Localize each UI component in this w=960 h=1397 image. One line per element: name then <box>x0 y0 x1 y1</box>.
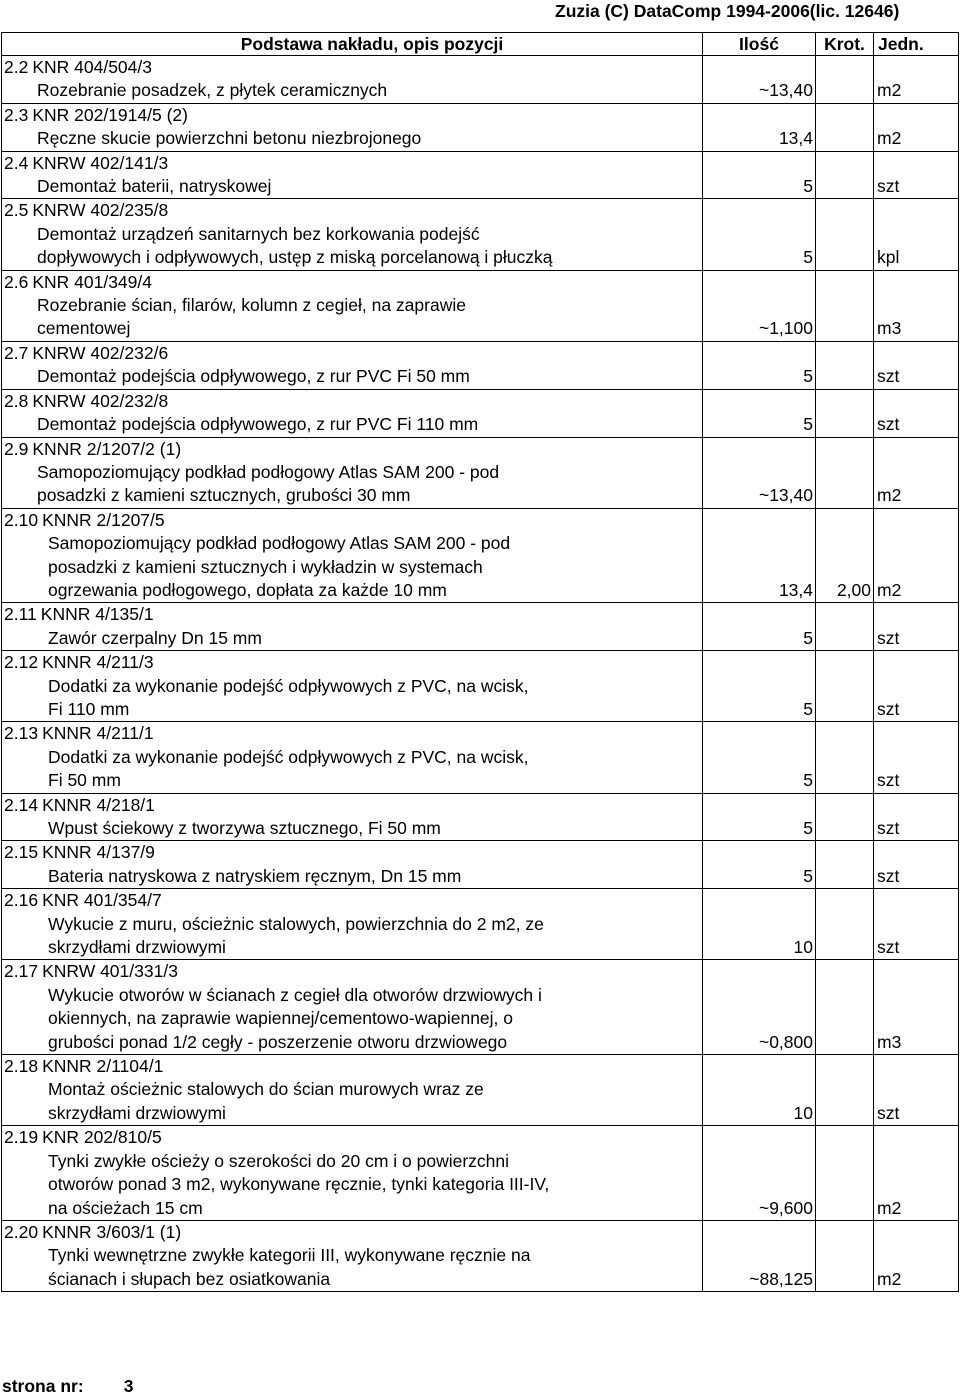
item-description-line: skrzydłami drzwiowymi <box>48 937 226 958</box>
item-multiplier: 2,00 <box>816 508 874 603</box>
item-multiplier <box>816 1055 874 1126</box>
item-quantity: 13,4 <box>703 103 816 151</box>
item-basis-line <box>4 509 702 532</box>
item-basis-line <box>4 1221 702 1244</box>
item-multiplier <box>816 270 874 341</box>
item-description-cell <box>2 603 703 651</box>
table-row <box>2 603 959 651</box>
item-quantity: 5 <box>703 389 816 437</box>
column-header-unit: Jedn. <box>874 33 959 56</box>
item-number: 2.8 <box>4 390 29 411</box>
table-row <box>2 103 959 151</box>
copyright-header: Zuzia (C) DataComp 1994-2006(lic. 12646) <box>555 1 900 21</box>
item-basis: KNNR 4/135/1 <box>40 604 154 625</box>
item-quantity: 5 <box>703 793 816 841</box>
item-basis-line <box>4 794 702 817</box>
item-number: 2.15 <box>4 842 39 863</box>
item-description-line: Samopoziomujący podkład podłogowy Atlas SAM 200 - pod <box>37 461 500 482</box>
table-body <box>2 56 959 1292</box>
item-quantity: 5 <box>703 151 816 199</box>
item-description-line: Demontaż podejścia odpływowego, z rur PVC Fi 50 mm <box>37 366 470 387</box>
item-unit: szt <box>874 889 959 960</box>
item-unit: szt <box>874 151 959 199</box>
item-basis: KNR 404/504/3 <box>32 57 152 77</box>
item-basis: KNRW 402/232/6 <box>32 342 169 363</box>
item-basis: KNRW 401/331/3 <box>42 961 178 982</box>
item-description-line: Zawór czerpalny Dn 15 mm <box>48 627 262 648</box>
item-description-line: Tynki zwykłe ościeży o szerokości do 20 cm i o powierzchni <box>48 1150 510 1171</box>
item-multiplier <box>816 841 874 889</box>
item-description-line: skrzydłami drzwiowymi <box>48 1102 226 1123</box>
item-multiplier <box>816 722 874 793</box>
item-description-cell <box>2 389 703 437</box>
table-row <box>2 56 959 104</box>
item-unit: m2 <box>874 437 959 508</box>
item-unit: szt <box>874 651 959 722</box>
page-number: 3 <box>123 1376 134 1396</box>
item-multiplier <box>816 603 874 651</box>
item-basis: KNNR 4/211/1 <box>42 723 154 744</box>
item-description-line: Demontaż baterii, natryskowej <box>37 176 272 197</box>
item-multiplier <box>816 56 874 104</box>
item-basis-line <box>4 960 702 983</box>
page-number-label: strona nr: <box>2 1376 84 1396</box>
item-description-line: Fi 50 mm <box>48 770 121 791</box>
item-description-line: Wykucie otworów w ścianach z cegieł dla otworów drzwiowych i <box>48 984 542 1005</box>
table-row <box>2 437 959 508</box>
table-row <box>2 508 959 603</box>
item-basis-line <box>4 603 702 626</box>
column-header-quantity: Ilość <box>703 33 816 56</box>
item-basis-line <box>4 199 702 222</box>
item-quantity: ~0,800 <box>703 960 816 1055</box>
item-basis: KNRW 402/235/8 <box>32 200 169 221</box>
table-row <box>2 1220 959 1291</box>
item-description-line: Demontaż podejścia odpływowego, z rur PVC Fi 110 mm <box>37 414 479 435</box>
table-row <box>2 841 959 889</box>
item-basis-line <box>4 1126 702 1149</box>
item-basis: KNR 401/349/4 <box>32 271 152 292</box>
item-unit: szt <box>874 603 959 651</box>
item-multiplier <box>816 199 874 270</box>
item-multiplier <box>816 103 874 151</box>
item-unit: szt <box>874 841 959 889</box>
item-description-line: Bateria natryskowa z natryskiem ręcznym, Dn 15 mm <box>48 865 462 886</box>
item-number: 2.13 <box>4 723 39 744</box>
table-row <box>2 889 959 960</box>
item-description-line: Dodatki za wykonanie podejść odpływowych z PVC, na wcisk, <box>48 746 529 767</box>
item-description-cell <box>2 437 703 508</box>
item-number: 2.10 <box>4 509 39 530</box>
item-multiplier <box>816 1126 874 1221</box>
item-number: 2.9 <box>4 438 29 459</box>
item-description-line: Demontaż urządzeń sanitarnych bez korkowania podejść <box>37 223 480 244</box>
item-basis-line <box>4 889 702 912</box>
item-unit: szt <box>874 389 959 437</box>
item-unit: m3 <box>874 270 959 341</box>
item-basis: KNNR 4/218/1 <box>42 794 155 815</box>
item-description-line: Fi 110 mm <box>48 698 130 719</box>
cost-estimate-table <box>1 32 959 1292</box>
item-unit: szt <box>874 793 959 841</box>
item-number: 2.19 <box>4 1127 39 1148</box>
item-quantity: ~13,40 <box>703 56 816 104</box>
item-basis-line <box>4 342 702 365</box>
table-row <box>2 1126 959 1221</box>
item-number: 2.20 <box>4 1221 39 1242</box>
item-description-line: Wykucie z muru, ościeżnic stalowych, powierzchnia do 2 m2, ze <box>48 913 544 934</box>
item-number: 2.3 <box>4 104 29 125</box>
item-unit: szt <box>874 1055 959 1126</box>
table-row <box>2 389 959 437</box>
item-number: 2.11 <box>4 604 37 625</box>
item-description-line: Ręczne skucie powierzchni betonu niezbrojonego <box>37 128 422 149</box>
item-description-cell <box>2 1055 703 1126</box>
item-quantity: 5 <box>703 603 816 651</box>
table-row <box>2 793 959 841</box>
item-basis: KNNR 2/1104/1 <box>42 1056 164 1077</box>
item-basis-line <box>4 722 702 745</box>
item-description-line: okiennych, na zaprawie wapiennej/cementowo-wapiennej, o <box>48 1008 514 1029</box>
item-description-line: cementowej <box>37 318 131 339</box>
item-multiplier <box>816 960 874 1055</box>
item-description-cell <box>2 722 703 793</box>
table-row <box>2 270 959 341</box>
item-basis-line <box>4 1055 702 1078</box>
item-description-cell <box>2 1126 703 1221</box>
item-number: 2.14 <box>4 794 39 815</box>
item-number: 2.16 <box>4 890 39 911</box>
item-basis-line <box>4 152 702 175</box>
item-description-cell <box>2 151 703 199</box>
item-unit: kpl <box>874 199 959 270</box>
item-number: 2.17 <box>4 961 39 982</box>
table-row <box>2 341 959 389</box>
table-row <box>2 199 959 270</box>
item-unit: szt <box>874 341 959 389</box>
item-description-cell <box>2 508 703 603</box>
table-row <box>2 722 959 793</box>
item-quantity: 5 <box>703 722 816 793</box>
item-basis: KNNR 2/1207/5 <box>42 509 165 530</box>
item-quantity: 10 <box>703 889 816 960</box>
item-quantity: ~13,40 <box>703 437 816 508</box>
item-description-cell <box>2 1220 703 1291</box>
item-quantity: 10 <box>703 1055 816 1126</box>
item-description-cell <box>2 56 703 104</box>
item-basis-line <box>4 56 702 79</box>
item-basis: KNNR 2/1207/2 (1) <box>32 438 182 459</box>
item-number: 2.7 <box>4 342 29 363</box>
item-description-cell <box>2 793 703 841</box>
item-quantity: 5 <box>703 651 816 722</box>
item-basis-line <box>4 438 702 461</box>
item-multiplier <box>816 389 874 437</box>
item-multiplier <box>816 151 874 199</box>
item-quantity: ~88,125 <box>703 1220 816 1291</box>
item-description-cell <box>2 270 703 341</box>
item-multiplier <box>816 437 874 508</box>
column-header-multiplier: Krot. <box>816 33 874 56</box>
item-basis-line <box>4 651 702 674</box>
item-multiplier <box>816 1220 874 1291</box>
item-multiplier <box>816 889 874 960</box>
table-header-row <box>2 33 959 56</box>
item-multiplier <box>816 341 874 389</box>
item-number: 2.12 <box>4 652 39 673</box>
item-number: 2.5 <box>4 200 29 221</box>
item-basis: KNR 401/354/7 <box>42 890 162 911</box>
item-number: 2.6 <box>4 271 29 292</box>
table-row <box>2 151 959 199</box>
item-quantity: ~1,100 <box>703 270 816 341</box>
item-description-line: Rozebranie posadzek, z płytek ceramicznych <box>37 80 388 101</box>
item-basis: KNR 202/1914/5 (2) <box>32 104 188 125</box>
item-description-line: na ościeżach 15 cm <box>48 1197 203 1218</box>
item-description-line: posadzki z kamieni sztucznych i wykładzin w systemach <box>48 556 483 577</box>
item-description-cell <box>2 103 703 151</box>
item-description-line: dopływowych i odpływowych, ustęp z miską porcelanową i płuczką <box>37 247 553 268</box>
item-description-cell <box>2 841 703 889</box>
item-basis: KNRW 402/141/3 <box>32 152 169 173</box>
item-description-line: Tynki wewnętrzne zwykłe kategorii III, wykonywane ręcznie na <box>48 1245 531 1266</box>
item-quantity: 5 <box>703 341 816 389</box>
item-unit: m2 <box>874 103 959 151</box>
item-description-cell <box>2 341 703 389</box>
item-description-line: Samopoziomujący podkład podłogowy Atlas SAM 200 - pod <box>48 533 511 554</box>
item-quantity: 5 <box>703 199 816 270</box>
item-unit: m2 <box>874 56 959 104</box>
item-description-line: Montaż ościeżnic stalowych do ścian murowych wraz ze <box>48 1079 484 1100</box>
item-description-line: Rozebranie ścian, filarów, kolumn z cegieł, na zaprawie <box>37 295 466 316</box>
item-basis: KNRW 402/232/8 <box>32 390 169 411</box>
item-multiplier <box>816 651 874 722</box>
item-basis-line <box>4 104 702 127</box>
item-description-line: Dodatki za wykonanie podejść odpływowych z PVC, na wcisk, <box>48 675 529 696</box>
item-quantity: 13,4 <box>703 508 816 603</box>
item-basis: KNNR 4/211/3 <box>42 652 154 673</box>
item-unit: szt <box>874 722 959 793</box>
item-quantity: ~9,600 <box>703 1126 816 1221</box>
item-basis: KNNR 4/137/9 <box>42 842 155 863</box>
item-description-line: posadzki z kamieni sztucznych, grubości 30 mm <box>37 485 411 506</box>
item-description-line: grubości ponad 1/2 cegły - poszerzenie otworu drzwiowego <box>48 1031 508 1052</box>
item-description-line: otworów ponad 3 m2, wykonywane ręcznie, tynki kategoria III-IV, <box>48 1174 550 1195</box>
column-header-description: Podstawa nakładu, opis pozycji <box>2 33 703 56</box>
item-description-cell <box>2 651 703 722</box>
item-unit: m2 <box>874 508 959 603</box>
item-description-line: Wpust ściekowy z tworzywa sztucznego, Fi 50 mm <box>48 818 441 838</box>
item-number: 2.4 <box>4 152 29 173</box>
item-unit: m2 <box>874 1126 959 1221</box>
item-basis: KNR 202/810/5 <box>42 1127 162 1148</box>
item-basis-line <box>4 390 702 413</box>
item-basis: KNNR 3/603/1 (1) <box>42 1221 182 1242</box>
item-description-cell <box>2 199 703 270</box>
table-row <box>2 1055 959 1126</box>
item-description-cell <box>2 889 703 960</box>
item-description-line: ogrzewania podłogowego, dopłata za każde 10 mm <box>48 579 447 600</box>
item-quantity: 5 <box>703 841 816 889</box>
item-basis-line <box>4 271 702 294</box>
item-unit: m3 <box>874 960 959 1055</box>
page-footer <box>2 1376 133 1397</box>
item-number: 2.2 <box>4 57 29 77</box>
item-multiplier <box>816 793 874 841</box>
table-row <box>2 960 959 1055</box>
item-unit: m2 <box>874 1220 959 1291</box>
item-basis-line <box>4 841 702 864</box>
table-row <box>2 651 959 722</box>
item-description-cell <box>2 960 703 1055</box>
item-description-line: ścianach i słupach bez osiatkowania <box>48 1268 331 1289</box>
item-number: 2.18 <box>4 1056 39 1077</box>
